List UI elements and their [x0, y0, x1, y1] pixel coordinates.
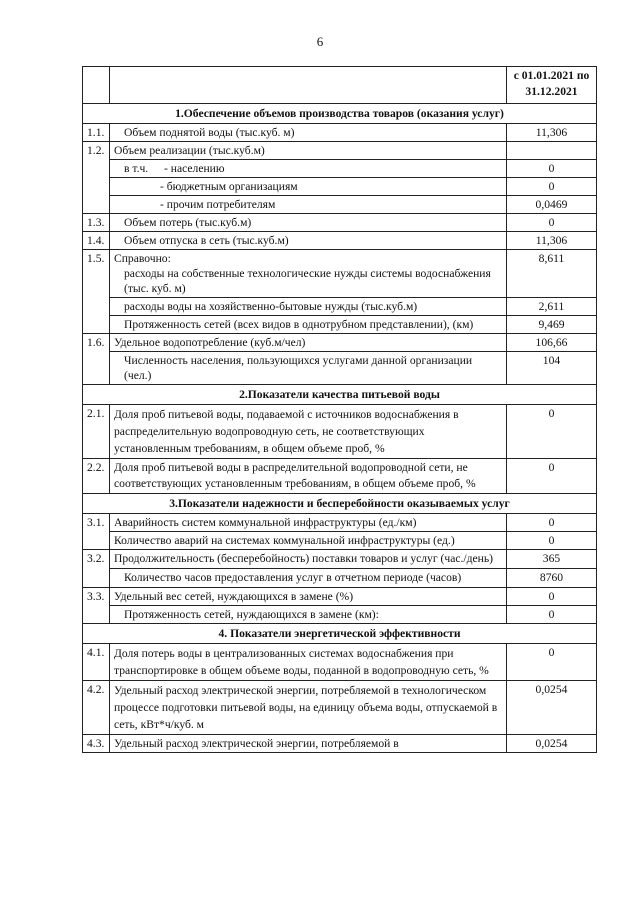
table-row [83, 214, 597, 232]
table-row [83, 124, 597, 142]
row-description: Доля потерь воды в централизованных системах водоснабжения при транспортировке в общем объеме воды, поданной в водопроводную сеть, % [110, 644, 507, 681]
row-value: 0 [507, 459, 597, 494]
section-title: 4. Показатели энергетической эффективности [83, 624, 597, 644]
row-description: Продолжительность (бесперебойность) поставки товаров и услуг (час./день) [110, 550, 507, 569]
row-number [83, 160, 110, 178]
table-row [83, 316, 597, 334]
row-description: Объем отпуска в сеть (тыс.куб.м) [110, 232, 507, 250]
table-row [83, 160, 597, 178]
table-row [83, 532, 597, 550]
row-number: 1.2. [83, 142, 110, 160]
table-row [83, 250, 597, 298]
table-row [83, 334, 597, 352]
row-number: 2.1. [83, 405, 110, 459]
table-row [83, 569, 597, 588]
row-title: Справочно: [114, 252, 171, 265]
table-row [83, 644, 597, 681]
table-row [83, 196, 597, 214]
table-row [83, 232, 597, 250]
row-number [83, 196, 110, 214]
table-row [83, 459, 597, 494]
row-description [110, 160, 507, 178]
row-number [83, 569, 110, 588]
row-number [83, 352, 110, 385]
row-number: 1.3. [83, 214, 110, 232]
section-1-header [83, 104, 597, 124]
row-value: 0 [507, 405, 597, 459]
row-description: Количество аварий на системах коммунальной инфраструктуры (ед.) [110, 532, 507, 550]
table-row [83, 142, 597, 160]
row-number: 4.1. [83, 644, 110, 681]
table-header-row [83, 67, 597, 104]
page-number: 6 [316, 34, 324, 49]
row-description: - прочим потребителям [110, 196, 507, 214]
row-description: Объем потерь (тыс.куб.м) [110, 214, 507, 232]
table-row [83, 298, 597, 316]
row-number: 2.2. [83, 459, 110, 494]
section-3-header [83, 494, 597, 514]
row-value: 9,469 [507, 316, 597, 334]
row-value: 106,66 [507, 334, 597, 352]
row-number [83, 178, 110, 196]
row-number [83, 298, 110, 316]
row-value: 0 [507, 178, 597, 196]
row-description: Протяженность сетей, нуждающихся в замене (км): [110, 606, 507, 624]
row-number [83, 532, 110, 550]
row-number: 4.2. [83, 681, 110, 735]
row-value: 0 [507, 532, 597, 550]
row-value: 0,0254 [507, 681, 597, 735]
row-value [507, 142, 597, 160]
row-description [110, 250, 507, 298]
table-row [83, 588, 597, 606]
row-value: 0 [507, 160, 597, 178]
row-description: Удельный вес сетей, нуждающихся в замене (%) [110, 588, 507, 606]
table-row [83, 681, 597, 735]
row-value: 0 [507, 606, 597, 624]
row-value: 8760 [507, 569, 597, 588]
table-row [83, 514, 597, 532]
row-number: 3.3. [83, 588, 110, 606]
table-row [83, 735, 597, 753]
row-value: 0,0469 [507, 196, 597, 214]
row-description: Доля проб питьевой воды в распределительной водопроводной сети, не соответствующих установленным требованиям, в общем объеме проб, % [110, 459, 507, 494]
row-value: 0,0254 [507, 735, 597, 753]
section-title: 2.Показатели качества питьевой воды [83, 385, 597, 405]
row-value: 0 [507, 214, 597, 232]
row-description: Количество часов предоставления услуг в отчетном периоде (часов) [110, 569, 507, 588]
table-row [83, 178, 597, 196]
row-prefix: в т.ч. [124, 162, 149, 175]
row-description-text: расходы на собственные технологические нужды системы водоснабжения (тыс. куб. м) [124, 267, 491, 295]
row-number: 1.6. [83, 334, 110, 352]
row-number: 3.2. [83, 550, 110, 569]
table-row [83, 405, 597, 459]
row-description: Протяженность сетей (всех видов в однотрубном представлении), (км) [110, 316, 507, 334]
row-value: 8,611 [507, 250, 597, 298]
indicators-table [82, 66, 597, 753]
row-description: Удельное водопотребление (куб.м/чел) [110, 334, 507, 352]
row-number: 1.5. [83, 250, 110, 298]
row-description: Аварийность систем коммунальной инфраструктуры (ед./км) [110, 514, 507, 532]
table-row [83, 606, 597, 624]
row-value: 11,306 [507, 124, 597, 142]
section-title: 3.Показатели надежности и бесперебойности оказываемых услуг [83, 494, 597, 514]
section-title: 1.Обеспечение объемов производства товаров (оказания услуг) [83, 104, 597, 124]
row-value: 104 [507, 352, 597, 385]
row-value: 365 [507, 550, 597, 569]
row-description: Объем поднятой воды (тыс.куб. м) [110, 124, 507, 142]
row-value: 0 [507, 644, 597, 681]
section-2-header [83, 385, 597, 405]
header-desc-cell [110, 67, 507, 104]
row-description: Удельный расход электрической энергии, потребляемой в технологическом процессе подготовки питьевой воды, на единицу объема воды, отпускаемой в сеть, кВт*ч/куб. м [110, 681, 507, 735]
row-description: Объем реализации (тыс.куб.м) [110, 142, 507, 160]
row-value: 11,306 [507, 232, 597, 250]
row-number [83, 606, 110, 624]
row-number: 1.1. [83, 124, 110, 142]
row-value: 0 [507, 588, 597, 606]
header-period: с 01.01.2021 по 31.12.2021 [507, 67, 597, 104]
row-description: расходы воды на хозяйственно-бытовые нужды (тыс.куб.м) [110, 298, 507, 316]
row-description: - бюджетным организациям [110, 178, 507, 196]
row-description: Численность населения, пользующихся услугами данной организации (чел.) [110, 352, 507, 385]
table-row [83, 352, 597, 385]
row-number: 3.1. [83, 514, 110, 532]
row-description: Доля проб питьевой воды, подаваемой с источников водоснабжения в распределительную водопроводную сеть, не соответствующих установленным требованиям, в общем объеме проб, % [110, 405, 507, 459]
row-number: 4.3. [83, 735, 110, 753]
row-number [83, 316, 110, 334]
section-4-header [83, 624, 597, 644]
row-value: 0 [507, 514, 597, 532]
row-description-text: - населению [164, 162, 225, 175]
row-number: 1.4. [83, 232, 110, 250]
header-num-cell [83, 67, 110, 104]
table-row [83, 550, 597, 569]
row-value: 2,611 [507, 298, 597, 316]
row-description: Удельный расход электрической энергии, потребляемой в [110, 735, 507, 753]
